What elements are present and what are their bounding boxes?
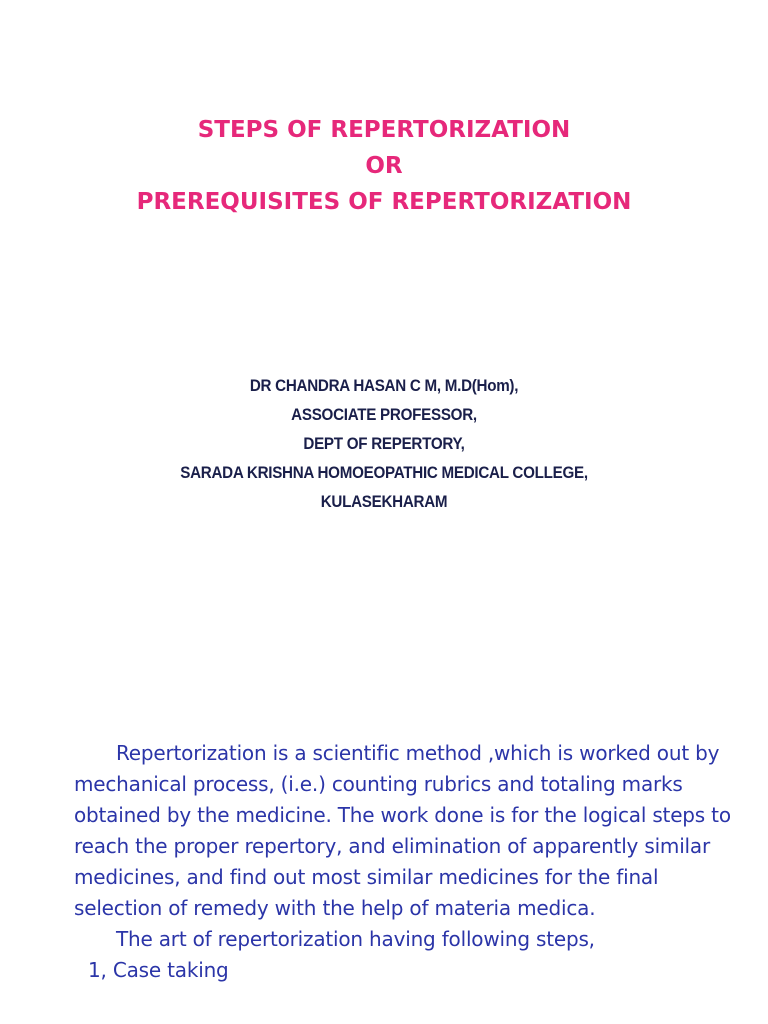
body-text <box>74 738 734 986</box>
document-title <box>0 112 768 220</box>
title-line-3: PREREQUISITES OF REPERTORIZATION <box>136 189 632 215</box>
author-institution: SARADA KRISHNA HOMOEOPATHIC MEDICAL COLLEGE, <box>180 464 588 482</box>
intro-paragraph: Repertorization is a scientific method ,which is worked out by mechanical process, (i.e.) counting rubrics and totaling marks obtained by the medicine. The work done is for the logical steps to reach the proper repertory, and elimination of apparently similar medicines, and find out most similar medicines for the final selection of remedy with the help of materia medica. <box>74 741 731 920</box>
author-department: DEPT OF REPERTORY, <box>303 435 465 453</box>
step-item-1: 1, Case taking <box>88 958 229 982</box>
author-location: KULASEKHARAM <box>320 493 448 511</box>
author-name: DR CHANDRA HASAN C M, M.D(Hom), <box>249 377 519 395</box>
title-line-2: OR <box>365 153 403 179</box>
steps-intro: The art of repertorization having following steps, <box>116 927 595 951</box>
author-position: ASSOCIATE PROFESSOR, <box>291 406 477 424</box>
author-info <box>0 372 768 517</box>
title-line-1: STEPS OF REPERTORIZATION <box>197 117 571 143</box>
